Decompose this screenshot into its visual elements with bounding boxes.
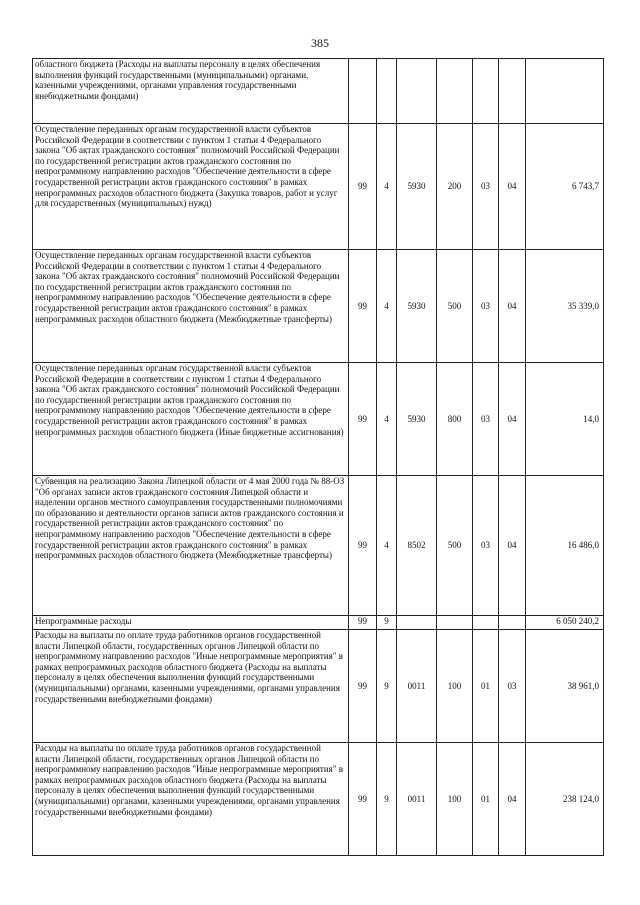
expense-type-code: 500 — [437, 250, 473, 363]
program-code: 99 — [349, 616, 377, 630]
program-code: 99 — [349, 363, 377, 476]
subprogram-code: 4 — [377, 476, 397, 616]
row-description: Осуществление переданных органам государственной власти субъектов Российской Федерации в соответствии с пунктом 1 статьи 4 Федерального закона "Об актах гражданского состояния" полномочий Российской Федерации по государственной регистрации актов гражданского состояния по непрограммному направлению расходов "Обеспечение деятельности в сфере государственной регистрации актов гражданского состояния" в рамках непрограммных расходов областного бюджета (Межбюджетные трансферты) — [33, 250, 349, 363]
subsection-code: 03 — [499, 630, 526, 743]
section-code: 03 — [473, 250, 499, 363]
budget-table — [32, 58, 604, 856]
table-row — [33, 743, 604, 856]
amount: 14,0 — [526, 363, 604, 476]
subsection-code: 04 — [499, 250, 526, 363]
program-code — [349, 59, 377, 124]
table-row — [33, 616, 604, 630]
direction-code: 5930 — [397, 363, 437, 476]
subsection-code: 04 — [499, 363, 526, 476]
table-row — [33, 250, 604, 363]
row-description: областного бюджета (Расходы на выплаты персоналу в целях обеспечения выполнения функций государственными (муниципальными) органами, казенными учреждениями, органами управления государственными внебюджетными фондами) — [33, 59, 349, 124]
direction-code: 0011 — [397, 630, 437, 743]
amount — [526, 59, 604, 124]
section-code: 03 — [473, 363, 499, 476]
section-code: 03 — [473, 124, 499, 250]
row-description: Расходы на выплаты по оплате труда работников органов государственной власти Липецкой области, государственных органов Липецкой области по непрограммному направлению расходов "Иные непрограммные мероприятия" в рамках непрограммных расходов областного бюджета (Расходы на выплаты персоналу в целях обеспечения выполнения функций государственными (муниципальными) органами, казенными учреждениями, органами управления государственными внебюджетными фондами) — [33, 743, 349, 856]
section-code — [473, 616, 499, 630]
direction-code: 8502 — [397, 476, 437, 616]
section-code — [473, 59, 499, 124]
expense-type-code: 200 — [437, 124, 473, 250]
subprogram-code: 9 — [377, 630, 397, 743]
direction-code — [397, 59, 437, 124]
subprogram-code: 9 — [377, 616, 397, 630]
subprogram-code: 4 — [377, 124, 397, 250]
amount: 35 339,0 — [526, 250, 604, 363]
table-row — [33, 363, 604, 476]
table-row — [33, 476, 604, 616]
expense-type-code: 100 — [437, 630, 473, 743]
program-code: 99 — [349, 250, 377, 363]
page-number: 385 — [311, 36, 329, 50]
program-code: 99 — [349, 124, 377, 250]
amount: 6 050 240,2 — [526, 616, 604, 630]
direction-code: 0011 — [397, 743, 437, 856]
row-description: Осуществление переданных органам государственной власти субъектов Российской Федерации в соответствии с пунктом 1 статьи 4 Федерального закона "Об актах гражданского состояния" полномочий Российской Федерации по государственной регистрации актов гражданского состояния по непрограммному направлению расходов "Обеспечение деятельности в сфере государственной регистрации актов гражданского состояния" в рамках непрограммных расходов областного бюджета (Иные бюджетные ассигнования) — [33, 363, 349, 476]
amount: 238 124,0 — [526, 743, 604, 856]
row-description: Непрограммные расходы — [33, 616, 349, 630]
direction-code: 5930 — [397, 124, 437, 250]
subsection-code — [499, 59, 526, 124]
row-description: Субвенция на реализацию Закона Липецкой области от 4 мая 2000 года № 88-ОЗ "Об органах записи актов гражданского состояния Липецкой области и наделении органов местного самоуправления государственными полномочиями по образованию и деятельности органов записи актов гражданского состояния и государственной регистрации актов гражданского состояния" по непрограммному направлению расходов "Обеспечение деятельности в сфере государственной регистрации актов гражданского состояния" в рамках непрограммных расходов областного бюджета (Межбюджетные трансферты) — [33, 476, 349, 616]
direction-code: 5930 — [397, 250, 437, 363]
subsection-code: 04 — [499, 476, 526, 616]
section-code: 01 — [473, 630, 499, 743]
subprogram-code: 4 — [377, 250, 397, 363]
row-description: Осуществление переданных органам государственной власти субъектов Российской Федерации в соответствии с пунктом 1 статьи 4 Федерального закона "Об актах гражданского состояния" полномочий Российской Федерации по государственной регистрации актов гражданского состояния по непрограммному направлению расходов "Обеспечение деятельности в сфере государственной регистрации актов гражданского состояния" в рамках непрограммных расходов областного бюджета (Закупка товаров, работ и услуг для государственных (муниципальных) нужд) — [33, 124, 349, 250]
direction-code — [397, 616, 437, 630]
expense-type-code: 100 — [437, 743, 473, 856]
subprogram-code — [377, 59, 397, 124]
subsection-code: 04 — [499, 743, 526, 856]
section-code: 01 — [473, 743, 499, 856]
amount: 6 743,7 — [526, 124, 604, 250]
program-code: 99 — [349, 630, 377, 743]
table-row — [33, 59, 604, 124]
program-code: 99 — [349, 743, 377, 856]
row-description: Расходы на выплаты по оплате труда работников органов государственной власти Липецкой области, государственных органов Липецкой области по непрограммному направлению расходов "Иные непрограммные мероприятия" в рамках непрограммных расходов областного бюджета (Расходы на выплаты персоналу в целях обеспечения выполнения функций государственными (муниципальными) органами, казенными учреждениями, органами управления государственными внебюджетными фондами) — [33, 630, 349, 743]
expense-type-code — [437, 59, 473, 124]
expense-type-code: 500 — [437, 476, 473, 616]
subprogram-code: 4 — [377, 363, 397, 476]
expense-type-code — [437, 616, 473, 630]
table-row — [33, 630, 604, 743]
program-code: 99 — [349, 476, 377, 616]
subprogram-code: 9 — [377, 743, 397, 856]
subsection-code: 04 — [499, 124, 526, 250]
subsection-code — [499, 616, 526, 630]
expense-type-code: 800 — [437, 363, 473, 476]
amount: 16 486,0 — [526, 476, 604, 616]
section-code: 03 — [473, 476, 499, 616]
amount: 38 961,0 — [526, 630, 604, 743]
table-row — [33, 124, 604, 250]
